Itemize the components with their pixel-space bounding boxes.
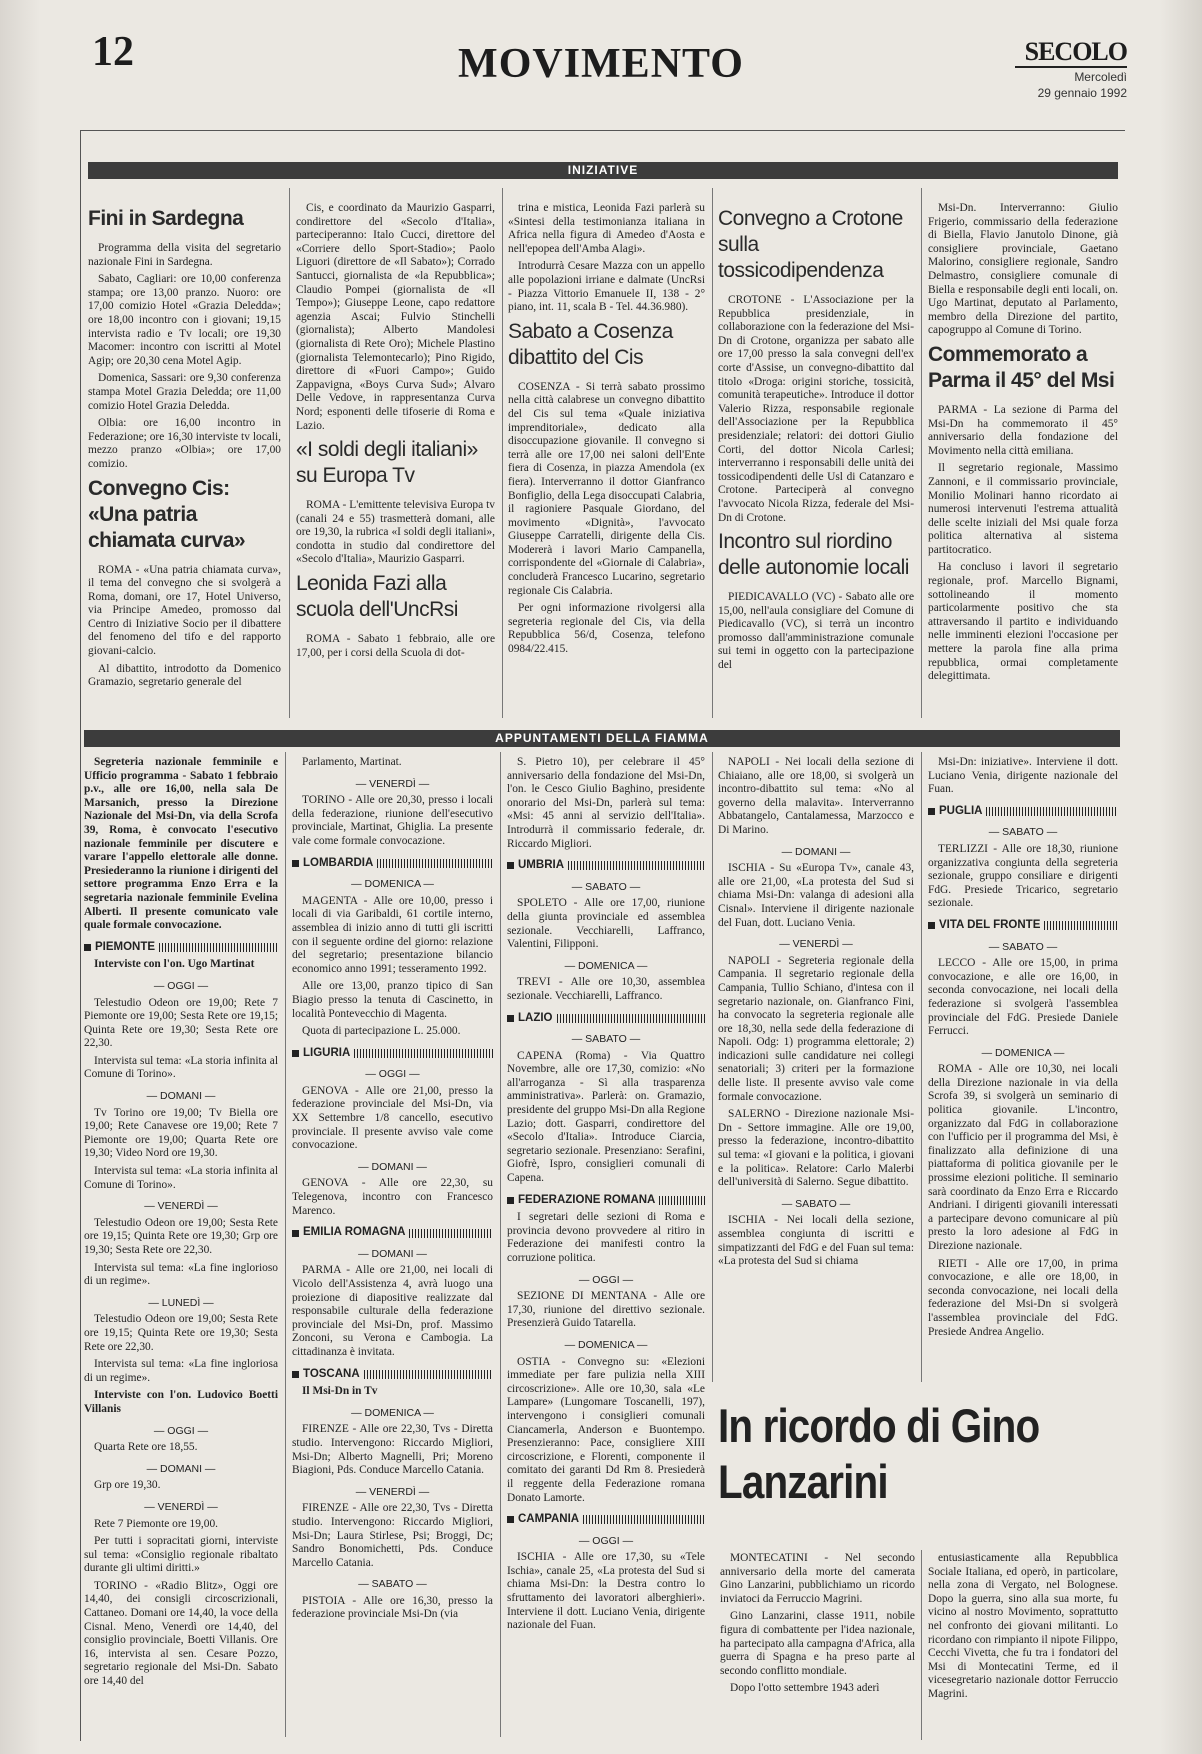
region-label: UMBRIA (518, 859, 564, 872)
day-label: — DOMENICA — (351, 1406, 434, 1419)
day-label: — OGGI — (153, 1424, 209, 1437)
article-paragraph: ISCHIA - Nei locali della sezione, assemblea congiunta di iscritti e simpatizzanti del FdG e del Fuan sul tema: «La protesta del Sud si chiama (718, 1214, 914, 1268)
region-heading (292, 1226, 493, 1240)
region-heading (84, 941, 278, 955)
newspaper-logo (1015, 38, 1127, 100)
column-rule (921, 188, 922, 718)
article-headline: «I soldi degli italiani» su Europa Tv (296, 438, 478, 488)
section-band-appuntamenti: APPUNTAMENTI DELLA FIAMMA (84, 730, 1120, 747)
iniziative-column-2 (296, 202, 495, 714)
day-label: — VENERDÌ — (355, 777, 430, 790)
issue-date: 29 gennaio 1992 (1037, 86, 1127, 100)
article-paragraph: Gino Lanzarini, classe 1911, nobile figura di combattente per l'idea nazionale, ha partecipato alla campagna d'Africa, alla guerra di Spagna e ha preso parte al secondo conflitto mondiale. (720, 1610, 915, 1677)
iniziative-column-5 (928, 202, 1118, 714)
bullet-square-icon (84, 944, 91, 951)
article-paragraph: LECCO - Alle ore 15,00, in prima convocazione, e alle ore 16,00, in seconda convocazione, nei locali della federazione si svolgerà l'assemblea provinciale del FdG. Presiede Daniele Ferrucci. (928, 957, 1118, 1038)
article-paragraph: Ha concluso i lavori il segretario regionale, prof. Marcello Bignami, sottolineando il momento particolarmente positivo che sta attraversando il partito e individuando nelle imminenti elezioni l'occasione per mettere la parola fine alla prima repubblica, ormai completamente delegittimata. (928, 561, 1118, 683)
region-label: EMILIA ROMAGNA (303, 1226, 406, 1239)
appuntamenti-column-2 (292, 756, 493, 1736)
bullet-square-icon (507, 1015, 514, 1022)
barcode-rule (354, 1049, 493, 1058)
appuntamenti-column-1 (84, 756, 278, 1736)
article-paragraph: Msi-Dn: iniziative». Interviene il dott. Luciano Venia, dirigente nazionale del Fuan. (928, 756, 1118, 796)
article-paragraph: MONTECATINI - Nel secondo anniversario della morte del camerata Gino Lanzarini, pubblichiamo un ricordo inviatoci da Ferruccio Magrini. (720, 1552, 915, 1605)
barcode-rule (557, 1014, 706, 1023)
region-heading (292, 857, 493, 871)
region-heading (928, 919, 1118, 933)
logo-name: SECOLO (1015, 38, 1127, 68)
article-paragraph: PARMA - La sezione di Parma del Msi-Dn ha commemorato il 45° anniversario della fondazione del Movimento nella città emiliana. (928, 403, 1118, 457)
memorial-column-left (720, 1552, 915, 1736)
day-label: — DOMENICA — (564, 1338, 648, 1351)
article-paragraph: Alle ore 13,00, pranzo tipico di San Biagio presso la tenuta di Cascinetto, in località Pontevecchio di Magenta. (292, 980, 493, 1020)
article-headline: Convegno Cis: «Una patria chiamata curva» (88, 476, 246, 552)
article-paragraph: TREVI - Alle ore 10,30, assemblea sezionale. Vecchiarelli, Laffranco. (507, 976, 705, 1002)
day-label: — DOMENICA — (351, 878, 434, 891)
bullet-square-icon (928, 922, 935, 929)
section-band-iniziative: INIZIATIVE (88, 162, 1118, 179)
day-label: — SABATO — (571, 880, 641, 893)
article-paragraph: Introdurrà Cesare Mazza con un appello alle popolazioni irriane e dalmate (UncRsi - Piazza Vittorio Emanuele II, 138 - 2° piano, int. 11, scala B - Tel. 44.36.980). (508, 260, 705, 314)
article-paragraph: CAPENA (Roma) - Via Quattro Novembre, alle ore 17,30, comizio: «No all'arroganza - Sì alla trasparenza amministrativa». Parlerà: on. Gramazio, presidente del gruppo Msi-Dn alla Regione Lazio; dott. Gasparri, condirettore del «Secolo d'Italia». Introduce Ciarcia, segretario sezionale. Presenziano: Serafini, Giofrè, Ispro, consiglieri comunali di Capena. (507, 1049, 705, 1185)
column-rule (285, 752, 286, 1737)
article-paragraph: Intervista sul tema: «La storia infinita al Comune di Torino». (84, 1054, 278, 1081)
column-rule (921, 752, 922, 1382)
article-paragraph: Segreteria nazionale femminile e Ufficio programma - Sabato 1 febbraio p.v., alle ore 16,00, nella sala De Marsanich, presso la Direzione Nazionale del Msi-Dn, via della Scrofa 39, Roma, è convocato l'esecutivo nazionale femminile per discutere e varare l'appello elettorale alle donne. Presiederanno la riunione i dirigenti del settore programma Enzo Erra e la segretaria nazionale femminile Evelina Alberti. Il presente comunicato vale quale formale convocazione. (84, 756, 278, 932)
article-paragraph: PARMA - Alle ore 21,00, nei locali di Vicolo dell'Assistenza 4, avrà luogo una proiezione di diapositive realizzate dal responsabile culturale della federazione provinciale del Msi-Dn, prof. Massimo Zonconi, su Verona e Cambogia. La cittadinanza è invitata. (292, 1264, 493, 1358)
day-label: — SABATO — (571, 1033, 641, 1046)
article-paragraph: MAGENTA - Alle ore 10,00, presso i locali di via Garibaldi, 61 cortile interno, assemblea di inizio anno di tutti gli iscritti con il seguente ordine del giorno: relazione del segretario; presentazione bilancio economico anno 1991; tesseramento 1992. (292, 894, 493, 975)
column-rule (500, 752, 501, 1737)
article-paragraph: Dopo l'otto settembre 1943 aderì (730, 1682, 880, 1695)
article-paragraph: SPOLETO - Alle ore 17,00, riunione della giunta provinciale ed assemblea sezionale. Vecchiarelli, Laffranco, Valentini, Filipponi. (507, 897, 705, 951)
day-label: — DOMANI — (146, 1462, 216, 1475)
article-paragraph: Intervista sul tema: «La fine ingloriosa di un regime». (84, 1358, 278, 1384)
article-paragraph: FIRENZE - Alle ore 22,30, Tvs - Diretta studio. Intervengono: Riccardo Migliori, Msi-Dn; Laura Stirlese, Psi; Broggi, Dc; Sandro Bonomichetti, Pds. Conduce Marcello Catania. (292, 1502, 493, 1569)
day-label: — VENERDÌ — (144, 1200, 218, 1213)
article-paragraph: OSTIA - Convegno su: «Elezioni immediate per fare pulizia nella XIII circoscrizione». Alle ore 10,30, sala «Le Lampare» (Lungomare Toscanelli, 197), intervengono i consiglieri comunali Ciancamerla, Anderson e Buontempo. Presenzieranno: Pace, consigliere XIII circoscrizione, e Florenti, componente il comitato dei garanti Dd Rm 8. Presiederà il reggente della Federazione romana Donato Lamorte. (507, 1355, 705, 1504)
appuntamenti-column-3 (507, 756, 705, 1736)
article-paragraph: ROMA - Sabato 1 febbraio, alle ore 17,00, per i corsi della Scuola di dot- (296, 633, 495, 659)
article-paragraph: S. Pietro 10), per celebrare il 45° anniversario della fondazione del Msi-Dn, l'on. le Cesco Giulio Baghino, presidente onorario del Msi-Dn, parlerà sul tema: «Msi: 45 anni al servizio dell'Italia». Introdurrà il commissario federale, dr. Riccardo Migliori. (507, 756, 705, 850)
day-label: — DOMANI — (358, 1247, 427, 1260)
article-paragraph: GENOVA - Alle ore 21,00, presso la federazione provinciale del Msi-Dn, via XX Settembre 1/8 cancello, esecutivo provinciale. Il presente avviso vale come convocazione. (292, 1084, 493, 1152)
region-heading (292, 1368, 493, 1382)
barcode-rule (159, 943, 278, 952)
article-paragraph: ROMA - «Una patria chiamata curva», il tema del convegno che si svolgerà a Roma, domani, ore 17, Hotel Universo, via Principe Amedeo, promosso dal Centro di Iniziative Socio per il dibattere del fenomeno del tifo e del rapporto giovani-calcio. (88, 563, 281, 658)
column-rule (712, 188, 713, 718)
memorial-headline: In ricordo di Gino Lanzarini (718, 1399, 1040, 1508)
day-label: — SABATO — (781, 1197, 851, 1210)
article-paragraph: Parlamento, Martinat. (302, 756, 402, 768)
issue-day: Mercoledì (1074, 70, 1127, 84)
article-headline: Sabato a Cosenza dibattito del Cis (508, 319, 673, 369)
subheading: Interviste con l'on. Ugo Martinat (94, 958, 255, 971)
day-label: — OGGI — (578, 1273, 634, 1286)
region-heading (292, 1047, 493, 1061)
article-paragraph: ISCHIA - Alle ore 17,30, su «Tele Ischia», canale 25, «La protesta del Sud si chiama Msi-Dn: la Destra contro lo sfruttamento dei lavoratori alberghieri». Interviene il dott. Luciano Venia, dirigente nazionale del Fuan. (507, 1551, 705, 1632)
barcode-rule (583, 1515, 705, 1524)
region-label: TOSCANA (303, 1367, 360, 1380)
article-paragraph: SEZIONE DI MENTANA - Alle ore 17,30, riunione del direttivo sezionale. Presenzierà Guido Tatarella. (507, 1290, 705, 1330)
article-paragraph: ISCHIA - Su «Europa Tv», canale 43, alle ore 21,00, «La protesta del Sud si chiama Msi-Dn: valanga di adesioni alla Cisnal». Interviene il dirigente nazionale del Fuan, dott. Luciano Venia. (718, 862, 914, 929)
article-paragraph: Telestudio Odeon ore 19,00; Sesta Rete ore 19,15; Quinta Rete ore 19,30; Sesta Rete ore 22,30. (84, 1313, 278, 1353)
region-heading (507, 1513, 705, 1527)
article-paragraph: Programma della visita del segretario nazionale Fini in Sardegna. (88, 242, 281, 268)
iniziative-column-4 (718, 202, 914, 714)
article-paragraph: TERLIZZI - Alle ore 18,30, riunione organizzativa congiunta della segreteria sezionale, gruppo consiliare e dirigenti FdG. Presiede Tricarico, segretario sezionale. (928, 842, 1118, 910)
article-paragraph: Intervista sul tema: «La storia infinita al Comune di Torino». (84, 1165, 278, 1191)
bullet-square-icon (507, 862, 514, 869)
region-label: PUGLIA (939, 804, 983, 817)
region-label: CAMPANIA (518, 1513, 580, 1526)
day-label: — VENERDÌ — (355, 1485, 430, 1498)
subheading: Il Msi-Dn in Tv (302, 1385, 378, 1398)
day-label: — LUNEDÌ — (148, 1296, 214, 1309)
article-paragraph: GENOVA - Alle ore 22,30, su Telegenova, incontro con Francesco Marenco. (292, 1177, 493, 1217)
bullet-square-icon (292, 1050, 299, 1057)
article-paragraph: RIETI - Alle ore 17,00, in prima convocazione, e alle ore 18,00, in seconda convocazione, nei locali della federazione del Msi-Dn si svolgerà l'assemblea provinciale del FdG. Presiede Andrea Angelio. (928, 1257, 1118, 1338)
bullet-square-icon (507, 1197, 514, 1204)
page-number: 12 (92, 29, 134, 75)
article-paragraph: Rete 7 Piemonte ore 19,00. (94, 1517, 219, 1530)
article-paragraph: Sabato, Cagliari: ore 10,00 conferenza stampa; ore 13,00 pranzo. Nuoro: ore 17,00 comizio Hotel «Grazia Deledda»; ore 18,00 incontro con i giovani; 19,15 intervista radio e Tv locali; ore 19,30 Macomer: incontro con iscritti al Motel Agip; ore 20,30 cena Motel Agip. (88, 273, 281, 367)
article-paragraph: Per tutti i sopracitati giorni, interviste sul tema: «Consiglio regionale ribaltato durante gli ultimi diritti.» (84, 1535, 278, 1575)
section-title: MOVIMENTO (458, 41, 744, 87)
article-paragraph: CROTONE - L'Associazione per la Repubblica presidenziale, in collaborazione con la federazione del Msi-Dn di Crotone, organizza per sabato alle ore 17,00 presso la sala convegni dell'ex corte d'Assise, un convegno-dibattito dal titolo «Droga: origini storiche, tossicità, comunità terapeutiche». Introduce il dottor Valerio Rizza, responsabile regionale dell'Associazione per la Repubblica presidenziale; relatori: dei dottori Giulio Corti, del dottor Nicola Carlesi; interverranno i responsabili delle unità dei tossicodipendenti delle Usl di Catanzaro e Crotone. Parteciperà al convegno l'avvocato Nicola Rizza, federale del Msi-Dn di Crotone. (718, 294, 914, 524)
article-paragraph: Olbia: ore 16,00 incontro in Federazione; ore 16,30 interviste tv locali, mezzo pranzo «Olbia»; ore 17,00 comizio. (88, 417, 281, 470)
article-paragraph: trina e mistica, Leonida Fazi parlerà su «Sintesi della testimonianza italiana in Africa nella figura di Amedeo d'Aosta e nell'epopea dell'Amba Alagi». (508, 202, 705, 255)
article-paragraph: I segretari delle sezioni di Roma e provincia devono provvedere al ritiro in Federazione dei manifesti contro la corruzione politica. (507, 1211, 705, 1264)
barcode-rule (986, 807, 1118, 816)
day-label: — DOMANI — (146, 1090, 216, 1103)
day-label: — OGGI — (365, 1068, 420, 1081)
iniziative-column-1 (88, 202, 281, 714)
article-paragraph: Telestudio Odeon ore 19,00; Rete 7 Piemonte ore 19,00; Sesta Rete ore 19,15; Quinta Rete ore 19,30; Sesta Rete ore 22,30. (84, 996, 278, 1050)
article-paragraph: Cis, e coordinato da Maurizio Gasparri, condirettore del «Secolo d'Italia», parteciperanno: Italo Cucci, direttore del «Corriere dello Sport-Stadio»; Paolo Liguori (direttore de «Il Sabato»); Corrado Santucci, giornalista de «la Repubblica»; Claudio Pompei (giornalista de «Il Tempo»); Giuseppe Leone, capo redattore agenzia Ascai; Fulvio Stinchelli (giornalista); Alberto Mandolesi (giornalista di Rete Oro); Michele Plastino (giornalista Telemontecarlo); Pino Rigido, direttore di «Fuori Campo»; Guido Zappavigna, «Boys Curva Sud»; Alvaro Delle Vedove, in rappresentanza Curva Nord; esponenti delle tifoserie di Roma e Lazio. (296, 202, 495, 432)
day-label: — DOMANI — (358, 1160, 427, 1173)
memorial-column-right (928, 1552, 1118, 1736)
article-paragraph: Quota di partecipazione L. 25.000. (302, 1025, 461, 1038)
article-paragraph: PIEDICAVALLO (VC) - Sabato alle ore 15,00, nell'aula consigliare del Comune di Piedicavallo (VC), si terrà un incontro promosso dall'amministrazione comunale sui temi in oggetto con la partecipazione del (718, 591, 914, 672)
day-label: — SABATO — (358, 1578, 427, 1591)
column-rule (502, 188, 503, 718)
day-label: — SABATO — (988, 940, 1058, 953)
bullet-square-icon (928, 808, 935, 815)
region-label: LIGURIA (303, 1046, 351, 1059)
article-paragraph: ROMA - Alle ore 10,30, nei locali della Direzione nazionale in via della Scrofa 39, si svolgerà un seminario di politica giovanile. L'incontro, organizzato dal FdG in collaborazione con l'ufficio per il programma del Msi, è finalizzato alla definizione di una piattaforma di politica giovanile per le prossime elezioni politiche. Il seminario sarà coordinato da Enzo Erra e Riccardo Andriani. I dirigenti giovanili interessati a partecipare devono comunicare al più presto la loro adesione al FdG in Direzione nazionale. (928, 1063, 1118, 1252)
bullet-square-icon (292, 860, 299, 867)
column-rule (289, 188, 290, 718)
iniziative-column-3 (508, 202, 705, 714)
article-paragraph: Quarta Rete ore 18,55. (94, 1441, 198, 1454)
article-headline: Incontro sul riordino delle autonomie locali (718, 530, 909, 580)
appuntamenti-column-5 (928, 756, 1118, 1378)
bullet-square-icon (292, 1371, 299, 1378)
region-heading (507, 1012, 705, 1026)
region-label: PIEMONTE (95, 940, 156, 953)
day-label: — DOMENICA — (981, 1046, 1065, 1059)
appuntamenti-column-4 (718, 756, 914, 1378)
column-rule (921, 1550, 922, 1740)
article-paragraph: PISTOIA - Alle ore 16,30, presso la federazione provinciale Msi-Dn (via (292, 1594, 493, 1621)
article-paragraph: entusiasticamente alla Repubblica Sociale Italiana, ed operò, in particolare, nella zona di Vergato, nel Bolognese. Dopo la guerra, sino alla sua morte, fu vicino al nostro Movimento, soprattutto nel confronto dei giovani militanti. Lo ricordano con rimpianto il nipote Filippo, Cecchi Vivetta, che fu tra i fondatori del Msi di Montecatini Terme, ed il vicesegretario nazionale dottor Ferruccio Magrini. (928, 1552, 1118, 1700)
region-label: FEDERAZIONE ROMANA (518, 1193, 656, 1206)
barcode-rule (659, 1196, 705, 1205)
article-paragraph: SALERNO - Direzione nazionale Msi-Dn - Settore immagine. Alle ore 19,00, presso la federazione, incontro-dibattito sul tema: «I giovani e la politica, i giovani e la politica». Relatore: Carlo Malerbi dell'università di Salerno. Segue dibattito. (718, 1108, 914, 1189)
day-label: — SABATO — (988, 826, 1058, 839)
article-paragraph: Telestudio Odeon ore 19,00; Sesta Rete ore 19,15; Quinta Rete ore 19,30; Grp ore 19,30; Sesta Rete ore 22,30. (84, 1216, 278, 1256)
bullet-square-icon (507, 1516, 514, 1523)
region-label: VITA DEL FRONTE (939, 918, 1041, 931)
day-label: — OGGI — (578, 1534, 634, 1547)
subheading: Interviste con l'on. Ludovico Boetti Villanis (84, 1389, 278, 1415)
barcode-rule (377, 859, 493, 868)
article-paragraph: Msi-Dn. Interverranno: Giulio Frigerio, commissario della federazione di Biella, Flavio Janutolo Dinone, già consigliere provinciale, Gaetano Malorino, consigliere regionale, Sandro Delmastro, consigliere comunale di Biella e responsabile degli enti locali, on. Ugo Martinat, deputato al Parlamento, membro della Direzione del partito, capogruppo al Comune di Torino. (928, 202, 1118, 337)
region-heading (507, 1194, 705, 1208)
article-paragraph: COSENZA - Si terrà sabato prossimo nella città calabrese un convegno dibattito del Cis sul tema «Quale iniziativa imprenditoriale», dedicato alla disoccupazione giovanile. Il convegno si terrà alle ore 17,00 nei saloni dell'Ente fiera di Cosenza, in piazza Amendola (ex fiera). Interverranno il dottor Gianfranco Bonfiglio, della Lega disoccupati Calabria, il ragioniere Pasquale Giordano, del movimento «Dignità», l'avvocato Giuseppe Carratelli, dirigente della Cis. Modererà i lavori Mario Campanella, corrispondente del «Giornale di Calabria», concluderà Francesco Lucarino, segretario regionale Cis Calabria. (508, 380, 705, 597)
article-paragraph: NAPOLI - Nei locali della sezione di Chiaiano, alle ore 18,00, si svolgerà un incontro-dibattito sul tema: «No al governo della malavita». Interverranno Abbatangelo, Cantalamessa, Marzocco e Di Marino. (718, 756, 914, 836)
column-rule (712, 752, 713, 1382)
article-paragraph: Al dibattito, introdotto da Domenico Gramazio, segretario generale del (88, 662, 281, 689)
article-paragraph: TORINO - Alle ore 20,30, presso i locali della federazione, riunione dell'esecutivo provinciale, Martinat, Ghiglia. La presente vale come formale convocazione. (292, 794, 493, 847)
bullet-square-icon (292, 1230, 299, 1237)
region-heading (507, 859, 705, 873)
barcode-rule (364, 1370, 493, 1379)
day-label: — DOMANI — (781, 845, 851, 858)
day-label: — DOMENICA — (564, 959, 648, 972)
day-label: — VENERDÌ — (144, 1500, 218, 1513)
article-paragraph: Tv Torino ore 19,00; Tv Biella ore 19,00; Rete Canavese ore 19,00; Rete 7 Piemonte ore 19,00; Quarta Rete ore 19,30; Video Nord ore 19,30. (84, 1106, 278, 1160)
article-paragraph: FIRENZE - Alle ore 22,30, Tvs - Diretta studio. Intervengono: Riccardo Migliori, Msi-Dn; Alberto Magnelli, Pri; Moreno Biagioni, Pds. Conduce Marcello Catania. (292, 1423, 493, 1477)
barcode-rule (568, 861, 705, 870)
region-label: LOMBARDIA (303, 856, 374, 869)
article-paragraph: Intervista sul tema: «La fine inglorioso di un regime». (84, 1261, 278, 1288)
barcode-rule (1044, 921, 1118, 930)
article-paragraph: Il segretario regionale, Massimo Zannoni, e il commissario provinciale, Monilio Molinari hanno ricordato ai numerosi intervenuti l'estrema attualità delle scelte iniziali del Msi quale forza politica alternativa al sistema partitocratico. (928, 462, 1118, 556)
article-paragraph: TORINO - «Radio Blitz», Oggi ore 14,40, dei consigli circoscrizionali, Cattaneo. Domani ore 14,40, la voce della Cisnal. Meno, Venerdì ore 14,40, del consiglio provinciale, Boetti Villanis. Ore 16, intervista al sen. Cesare Pozzo, segretario regionale del Msi-Dn. Sabato ore 14,40 del (84, 1579, 278, 1688)
article-headline: Commemorato a Parma il 45° del Msi (928, 342, 1115, 392)
article-headline: Fini in Sardegna (88, 207, 244, 230)
article-paragraph: Domenica, Sassari: ore 9,30 conferenza stampa Motel Grazia Deledda; ore 11,00 comizio Hotel Grazia Deledda. (88, 372, 281, 412)
barcode-rule (409, 1229, 493, 1238)
article-headline: Convegno a Crotone sulla tossicodipendenza (718, 207, 903, 282)
region-heading (928, 805, 1118, 819)
article-paragraph: Grp ore 19,30. (94, 1479, 161, 1492)
day-label: — VENERDÌ — (779, 938, 853, 951)
article-headline: Leonida Fazi alla scuola dell'UncRsi (296, 572, 458, 622)
article-paragraph: Per ogni informazione rivolgersi alla segreteria regionale del Cis, via della Repubblica 56/d, Cosenza, telefono 0984/22.415. (508, 602, 705, 656)
day-label: — OGGI — (153, 979, 209, 992)
article-paragraph: NAPOLI - Segreteria regionale della Campania. Il segretario regionale della Campania, Tullio Schiano, d'intesa con il segretario nazionale, on. Gianfranco Fini, ha convocato la segreteria regionale alle ore 18,30, nella sede della federazione di Napoli. Odg: 1) programma elettorale; 2) indicazioni sulle candidature nei collegi senatoriali; 3) criteri per la formazione delle liste. Il presente avviso vale come formale convocazione. (718, 954, 914, 1103)
region-label: LAZIO (518, 1011, 553, 1024)
article-paragraph: ROMA - L'emittente televisiva Europa tv (canali 24 e 55) trasmetterà domani, alle ore 19,30, la rubrica «I soldi degli italiani», condotta in studio dal condirettore del «Secolo d'Italia», Maurizio Gasparri. (296, 499, 495, 566)
